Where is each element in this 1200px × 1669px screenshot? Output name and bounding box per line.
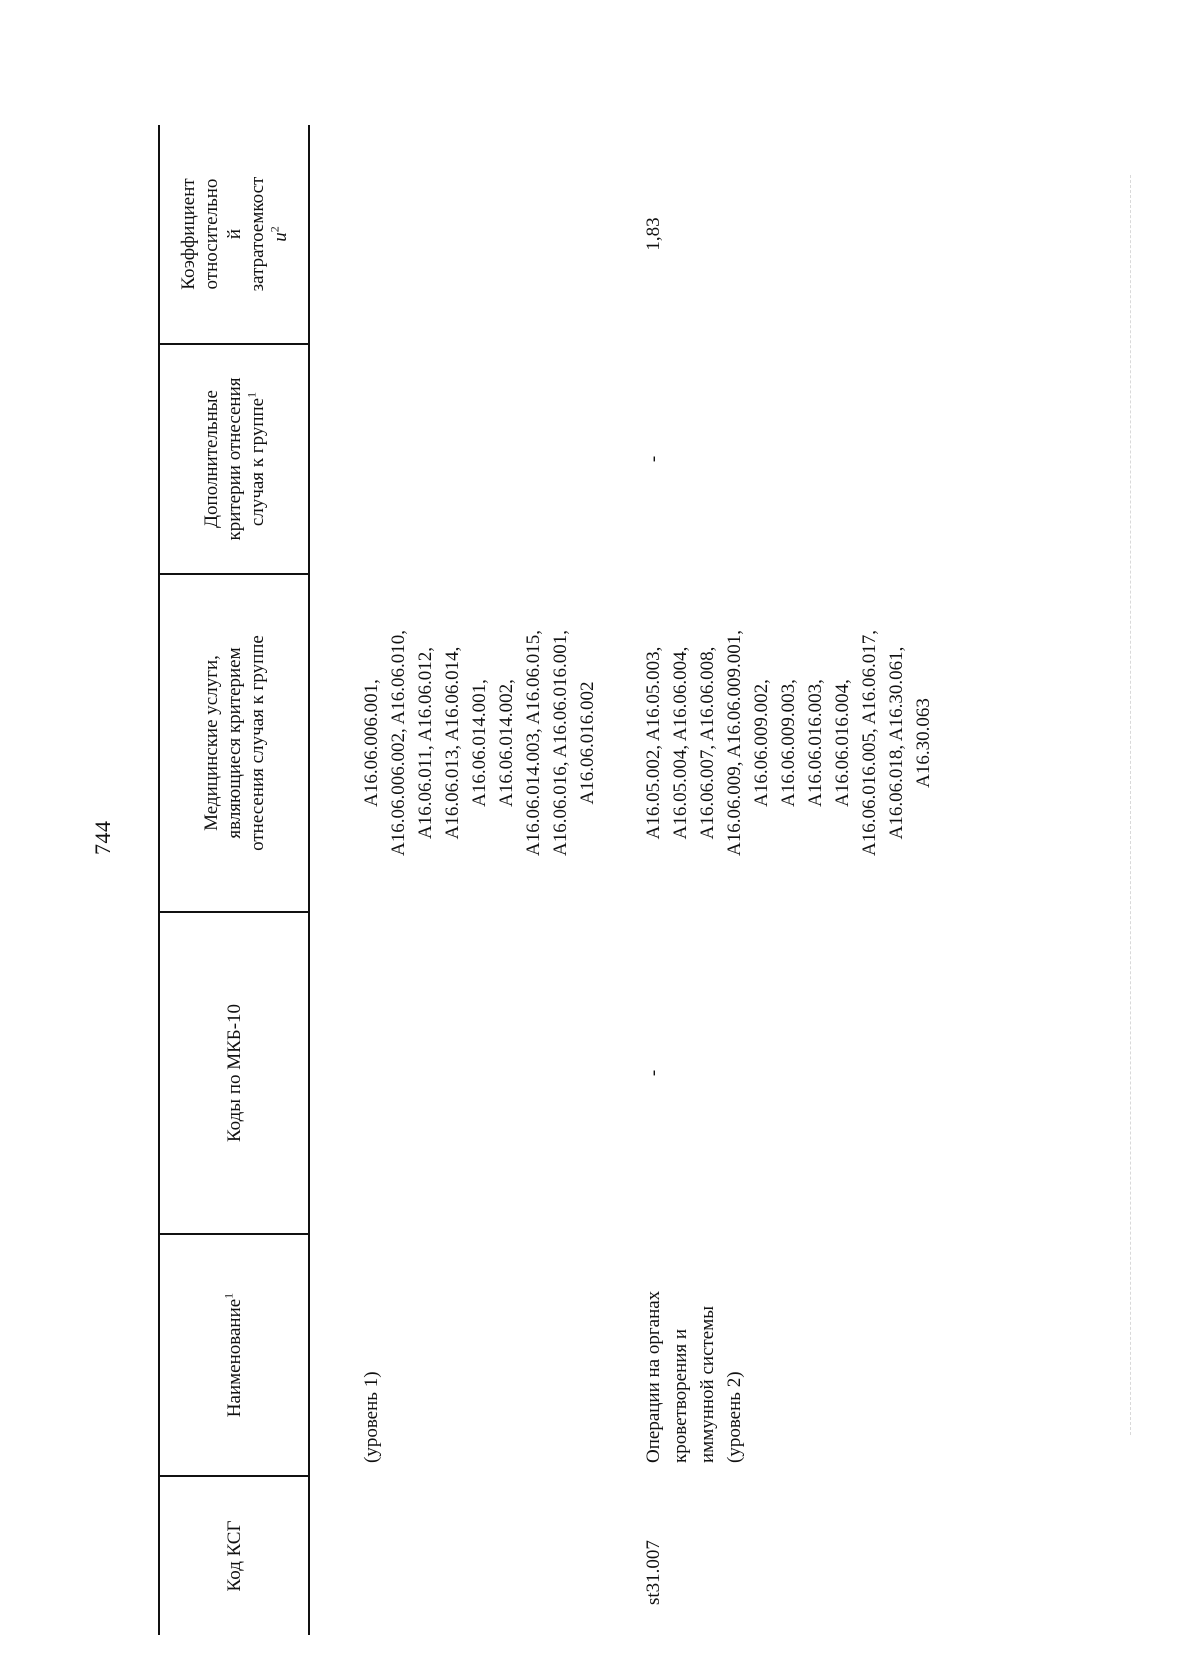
row1-services: A16.06.006.001, A16.06.006.002, A16.06.010, A16.06.011, A16.06.012, A16.06.013, A16.06.014, A16.06.014.001, A16.06.014.002, A16.06.014.003, A16.06.015, A16.06.016, A16.06.016.001, A16.06.016.002 xyxy=(361,630,598,856)
header-code xyxy=(160,1477,308,1635)
row2-services: A16.05.002, A16.05.003, A16.05.004, A16.06.004, A16.06.007, A16.06.008, A16.06.009, A16.06.009.001, A16.06.009.002, A16.06.009.003, A16.06.016.003, A16.06.016.004, A16.06.016.005, A16.06.017, A16.06.018, A16.30.061, A16.30.063 xyxy=(643,630,934,856)
header-mkb-text: Коды по МКБ-10 xyxy=(223,1003,245,1143)
row2-code: st31.007 xyxy=(643,1540,664,1605)
header-coef: Коэффициент относительно й затратоемкост $и^2$ xyxy=(177,176,291,292)
header-bottom-rule xyxy=(308,125,310,1635)
header-name-text: Наименование$^1$ xyxy=(221,1292,245,1418)
scan-edge-line xyxy=(1130,175,1131,1435)
header-code-text: Код КСГ xyxy=(223,1520,245,1592)
row2-name: Операции на органах кроветворения и иммунной системы (уровень 2) xyxy=(643,1290,745,1463)
row2-coef: 1,83 xyxy=(643,217,664,251)
header-name xyxy=(160,1235,308,1475)
header-services: Медицинские услуги, являющиеся критерием отнесения случая к группе xyxy=(200,635,268,851)
header-criteria: Дополнительные критерии отнесения случая к группе$^1$ xyxy=(200,377,268,541)
page-number: 744 xyxy=(90,820,115,855)
header-mkb xyxy=(160,913,308,1233)
row1-name: (уровень 1) xyxy=(361,1371,382,1463)
rotated-page xyxy=(58,75,1158,1635)
row2-criteria: - xyxy=(643,455,664,463)
row2-mkb: - xyxy=(643,1069,664,1077)
